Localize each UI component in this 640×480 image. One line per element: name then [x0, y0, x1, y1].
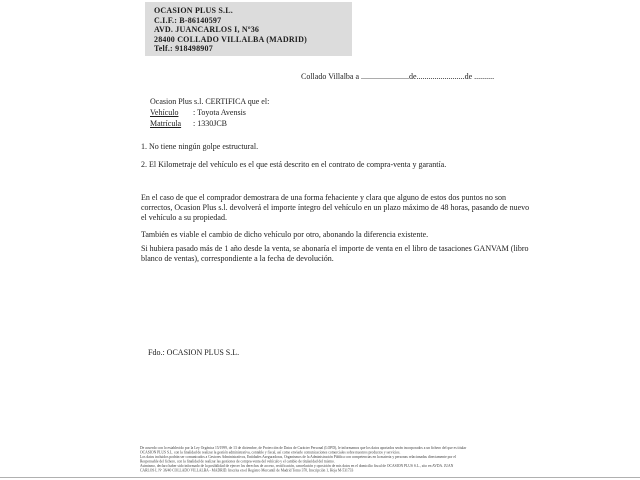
- company-cif: C.I.F.: B-86140597: [154, 15, 222, 25]
- vehicle-label: Vehículo: [150, 108, 179, 117]
- company-city: 28400 COLLADO VILLALBA (MADRID): [154, 34, 307, 44]
- company-phone: Telf.: 918498907: [154, 44, 213, 54]
- body-paragraph-refund: En el caso de que el comprador demostrara de una forma fehaciente y clara que alguno de estos dos puntos no son correctos, Ocasion Plus s.l. devolverá el importe íntegro del vehículo en un plazo máximo de 48 horas, pasando de nuevo el vehículo a su propiedad.: [141, 193, 530, 222]
- fine-print-line: CARLOS I, Nº 36/40 COLLADO VILLALBA - MADRID. Inscrita en el Registro Mercantil de Madrid Tomo 370, Inscripción 1, Hoja M-531733: [140, 467, 354, 473]
- letterhead-block: [145, 2, 352, 56]
- legal-fine-print: [140, 446, 510, 473]
- date-line: Collado Villalba a ........................de........................de ..........: [301, 72, 495, 81]
- fine-print-line: Responsable del fichero, con la finalidad de realizar las gestiones de compra-venta del vehículo y el cambio de titularidad del mismo.: [140, 458, 335, 464]
- plate-value: : 1330JCB: [193, 119, 228, 128]
- body-paragraph-ganvam: Si hubiera pasado más de 1 año desde la venta, se abonaría el importe de venta en el libro de tasaciones GANVAM (libro blanco de ventas), correspondiente a la fecha de devolución.: [141, 244, 529, 263]
- plate-label: Matrícula: [150, 119, 182, 128]
- fine-print-line: Los datos incluidos podrán ser comunicados a Gestores Administrativos, Entidades Aseguradoras, Organismos de la Administración Pública con competencias en la materia y personas relacionadas directamente por el: [140, 454, 457, 459]
- certify-block: [150, 96, 269, 129]
- certify-intro: Ocasion Plus s.l. CERTIFICA que el:: [150, 97, 270, 106]
- fine-print-line: OCASION PLUS S.L. con la finalidad de realizar la gestión administrativa, contable y fiscal, así como enviarle comunicaciones comerciales sobre nuestros productos y servicios.: [140, 449, 401, 455]
- page-bottom-edge: [0, 477, 640, 478]
- vehicle-value: : Toyota Avensis: [193, 108, 246, 117]
- signature-line: Fdo.: OCASION PLUS S.L.: [148, 348, 240, 357]
- fine-print-line: De acuerdo con lo establecido por la Ley Orgánica 15/1999, de 13 de diciembre, de Protección de Datos de Carácter Personal (LOPD), le informamos que los datos aportados serán incorporados a un fichero del que es titular: [140, 445, 467, 450]
- vehicle-row: [150, 107, 269, 118]
- company-address: AVD. JUANCARLOS I, Nº36: [154, 25, 260, 35]
- fine-print-line: Asimismo, declaro haber sido informado de la posibilidad de ejercer los derechos de acceso, rectificación, cancelación y oposición de mis datos en el domicilio fiscal de OCASION PLUS S.L., sito en AVDA. JUAN: [140, 463, 454, 468]
- company-name: OCASION PLUS S.L.: [154, 6, 233, 15]
- body-paragraph-exchange: También es viable el cambio de dicho vehículo por otro, abonando la diferencia existente.: [141, 230, 429, 239]
- condition-item-2: 2. El Kilometraje del vehículo es el que está descrito en el contrato de compra-venta y garantía.: [141, 160, 447, 169]
- plate-row: [150, 118, 269, 129]
- condition-item-1: 1. No tiene ningún golpe estructural.: [141, 142, 259, 151]
